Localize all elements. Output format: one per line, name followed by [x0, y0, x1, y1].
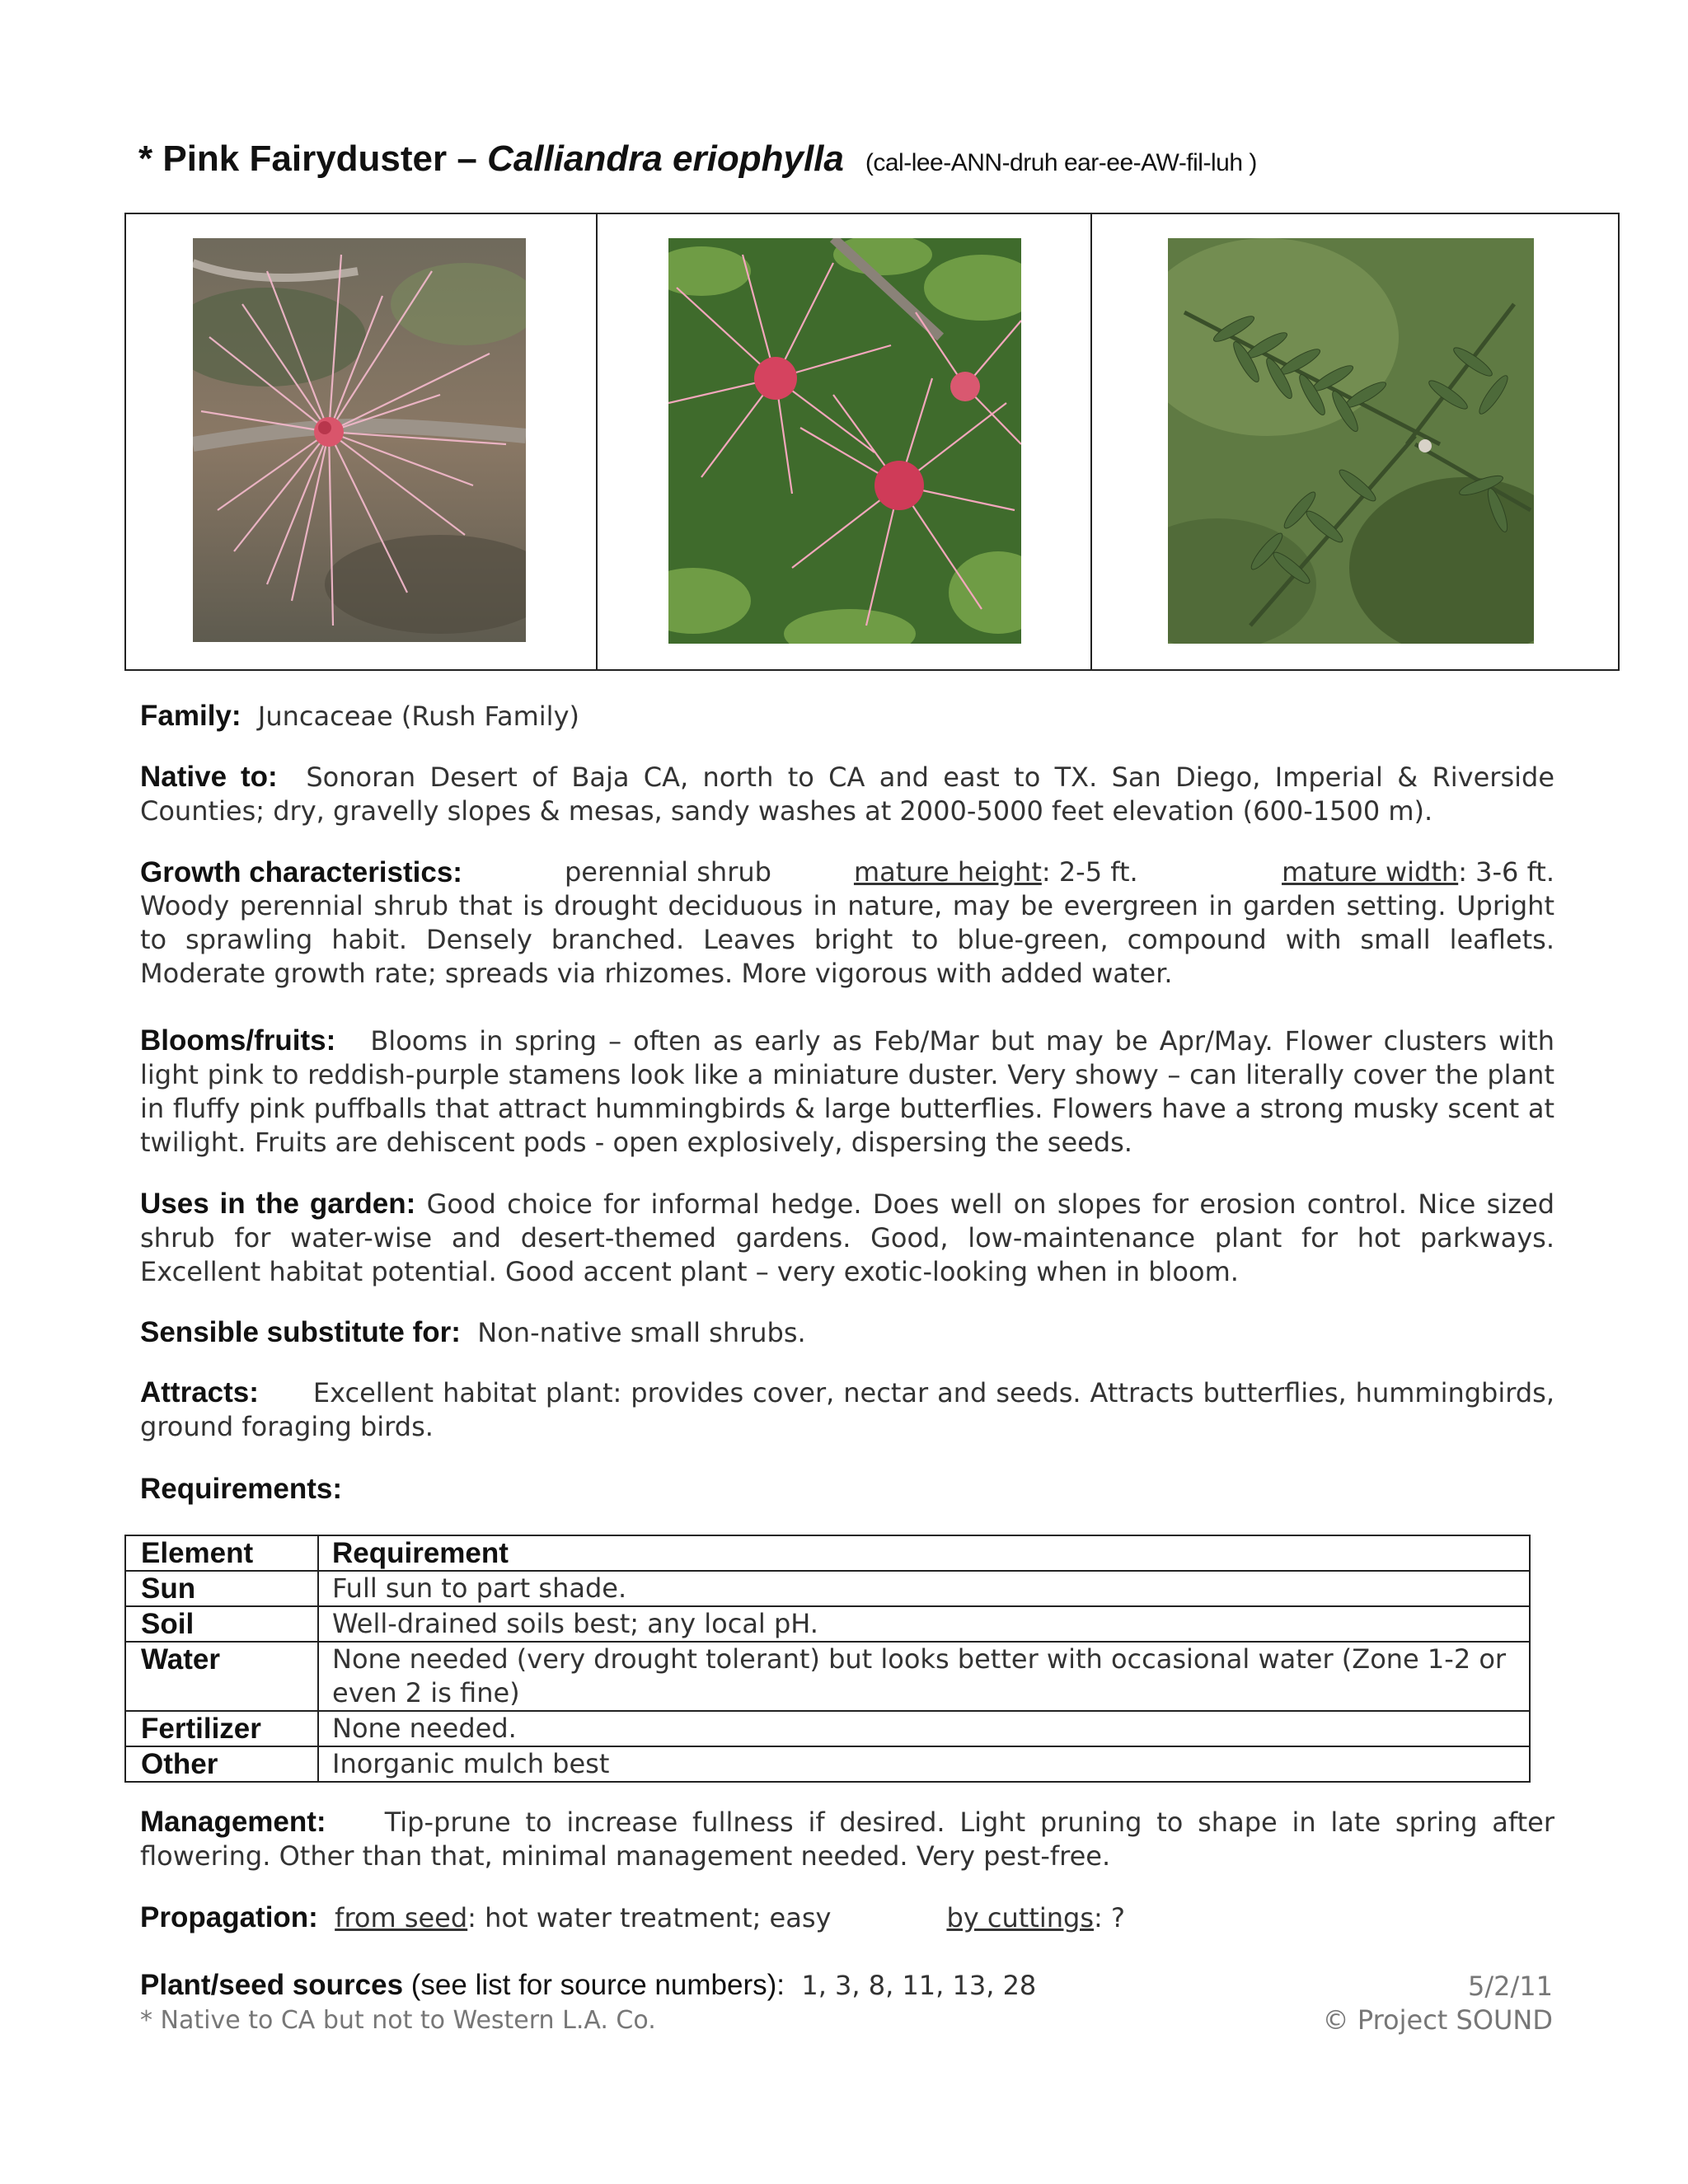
requirements-table — [124, 1535, 1531, 1783]
requirement-cell: Full sun to part shade. — [318, 1571, 1530, 1606]
uses-section — [140, 1187, 1554, 1289]
table-row — [125, 1642, 1530, 1711]
photo-cell-3 — [1090, 214, 1618, 669]
pink-flower-clusters-photo-icon — [668, 238, 1021, 644]
management-label: Management: — [140, 1806, 326, 1838]
element-cell: Soil — [125, 1606, 318, 1642]
photo-cell-2 — [596, 214, 1090, 669]
uses-label: Uses in the garden: — [140, 1188, 416, 1220]
management-section — [140, 1805, 1554, 1873]
requirement-cell: None needed. — [318, 1711, 1530, 1746]
page-title — [138, 138, 1257, 180]
compound-leaves-photo-icon — [1168, 238, 1534, 644]
growth-header-line — [140, 855, 1554, 889]
photo-cell-1 — [126, 214, 596, 669]
copyright: © Project SOUND — [1322, 2004, 1553, 2036]
propagation-label: Propagation: — [140, 1901, 318, 1933]
mature-width-label: mature width — [1282, 856, 1459, 888]
mature-width-value: : 3-6 ft. — [1458, 856, 1554, 888]
common-name: * Pink Fairyduster — [138, 138, 448, 179]
by-cuttings-text: : ? — [1093, 1902, 1125, 1933]
sources-section — [140, 1968, 1554, 2003]
native-section — [140, 760, 1554, 828]
substitute-text: Non-native small shrubs. — [477, 1317, 806, 1348]
from-seed-text: : hot water treatment; easy — [467, 1902, 832, 1933]
mature-height-label: mature height — [853, 856, 1042, 888]
growth-label: Growth characteristics: — [140, 856, 462, 888]
family-label: Family: — [140, 700, 241, 732]
family-section — [140, 699, 1554, 733]
requirement-column-header: Requirement — [318, 1535, 1530, 1571]
attracts-label: Attracts: — [140, 1376, 259, 1408]
table-header-row — [125, 1535, 1530, 1571]
blooms-section — [140, 1024, 1554, 1160]
table-row — [125, 1746, 1530, 1782]
sources-numbers: 1, 3, 8, 11, 13, 28 — [801, 1970, 1037, 2001]
element-cell: Other — [125, 1746, 318, 1782]
by-cuttings-label: by cuttings — [946, 1902, 1094, 1933]
management-text: Tip-prune to increase fullness if desired. Light pruning to shape in late spring after flowering. Other than that, minimal management needed. Very pest-free. — [140, 1807, 1555, 1872]
element-cell: Fertilizer — [125, 1711, 318, 1746]
substitute-section — [140, 1315, 1554, 1350]
table-row — [125, 1711, 1530, 1746]
propagation-section — [140, 1900, 1554, 1935]
element-cell: Water — [125, 1642, 318, 1711]
substitute-label: Sensible substitute for: — [140, 1316, 461, 1348]
growth-text: Woody perennial shrub that is drought deciduous in nature, may be evergreen in garden setting. Upright to sprawling habit. Densely branched. Leaves bright to blue-green, compound with small leaflets. Moderate growth rate; spreads via rhizomes. More vigorous with added water. — [140, 890, 1554, 989]
date-stamp: 5/2/11 — [1468, 1971, 1553, 2002]
scientific-name: Calliandra eriophylla — [487, 138, 844, 179]
pronunciation: (cal-lee-ANN-druh ear-ee-AW-fil-luh ) — [865, 149, 1257, 176]
photo-table — [124, 213, 1620, 671]
growth-section — [140, 855, 1554, 991]
uses-text: Good choice for informal hedge. Does well on slopes for erosion control. Nice sized shrub for water-wise and desert-themed gardens. Good, low-maintenance plant for hot parkways. Excellent habitat potential. Good accent plant – very exotic-looking when in bloom. — [140, 1188, 1555, 1287]
footnote: * Native to CA but not to Western L.A. Co. — [140, 2006, 656, 2035]
requirements-heading — [140, 1472, 1554, 1507]
title-dash: – — [447, 138, 488, 179]
sources-label: Plant/seed sources — [140, 1969, 404, 2001]
requirement-cell: Inorganic mulch best — [318, 1746, 1530, 1782]
requirements-label: Requirements: — [140, 1473, 343, 1505]
element-cell: Sun — [125, 1571, 318, 1606]
attracts-text: Excellent habitat plant: provides cover, nectar and seeds. Attracts butterflies, hummingbirds, ground foraging birds. — [140, 1377, 1555, 1442]
table-row — [125, 1606, 1530, 1642]
sources-note: (see list for source numbers): — [403, 1969, 785, 2001]
family-text: Juncaceae (Rush Family) — [257, 701, 579, 732]
blooms-text: Blooms in spring – often as early as Feb/Mar but may be Apr/May. Flower clusters with light pink to reddish-purple stamens look like a miniature duster. Very showy – can literally cover the plant in fluffy pink puffballs that attract hummingbirds & large butterflies. Flowers have a strong musky scent at twilight. Fruits are dehiscent pods - open explosively, dispersing the seeds. — [140, 1025, 1555, 1158]
requirement-cell: Well-drained soils best; any local pH. — [318, 1606, 1530, 1642]
table-row — [125, 1571, 1530, 1606]
mature-width — [1282, 855, 1554, 889]
mature-height-value: : 2-5 ft. — [1041, 856, 1138, 888]
native-text: Sonoran Desert of Baja CA, north to CA and east to TX. San Diego, Imperial & Riverside Counties; dry, gravelly slopes & mesas, sandy washes at 2000-5000 feet elevation (600-1500 m). — [140, 762, 1555, 827]
native-label: Native to: — [140, 761, 278, 793]
pink-puffball-flower-photo-icon — [193, 238, 526, 642]
attracts-section — [140, 1376, 1554, 1444]
mature-height — [854, 855, 1138, 889]
element-column-header: Element — [125, 1535, 318, 1571]
from-seed-label: from seed — [335, 1902, 468, 1933]
growth-type: perennial shrub — [564, 856, 771, 888]
requirement-cell: None needed (very drought tolerant) but looks better with occasional water (Zone 1-2 or even 2 is fine) — [318, 1642, 1530, 1711]
blooms-label: Blooms/fruits: — [140, 1024, 336, 1057]
